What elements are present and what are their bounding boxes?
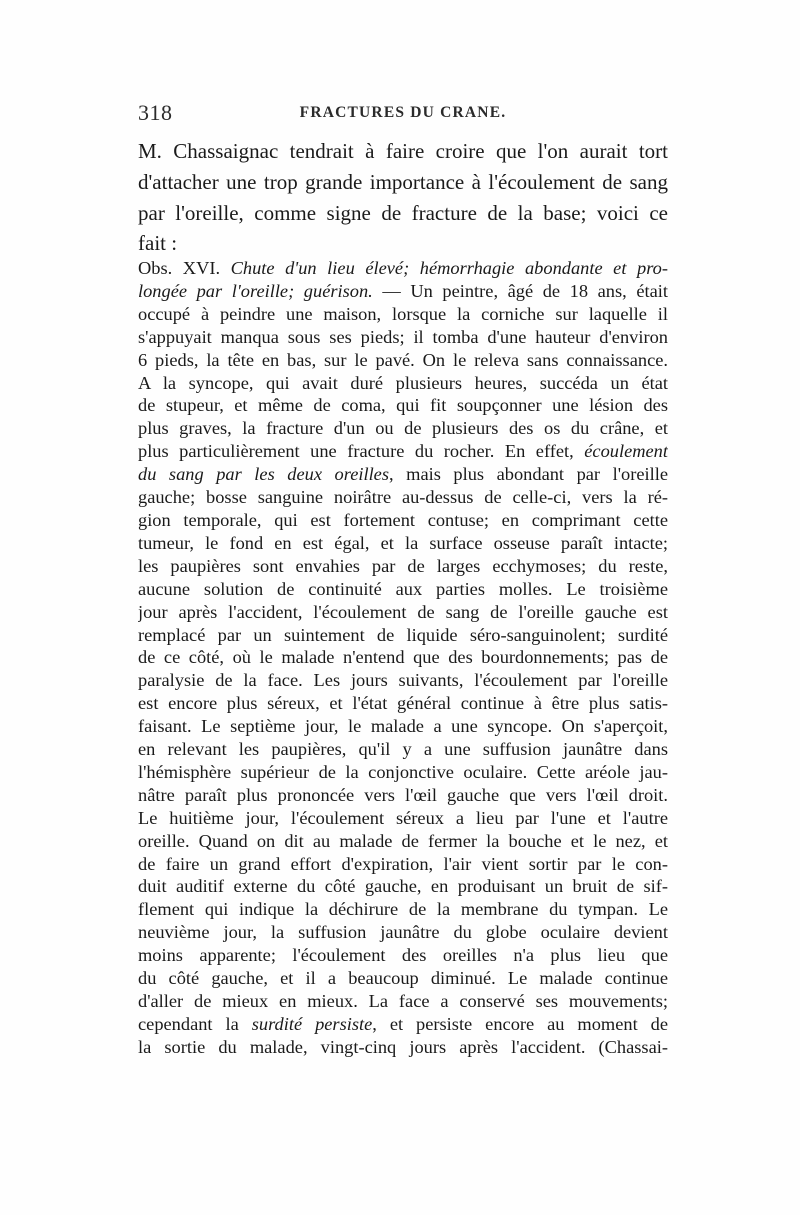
text-segment: tumeur, le fond en est égal, et la surface osseuse paraît intacte; (138, 532, 668, 553)
text-segment: remplacé par un suintement de liquide séro-sanguinolent; surdité (138, 624, 668, 645)
text-segment: flement qui indique la déchirure de la membrane du tympan. Le (138, 899, 668, 920)
text-line (138, 624, 668, 647)
italic-segment: longée par l'oreille; guérison. (138, 280, 373, 301)
text-line: M. Chassaignac tendrait à faire croire que l'on aurait tort (138, 139, 668, 163)
text-line (138, 486, 668, 509)
text-line (138, 509, 668, 532)
text-line: d'attacher une trop grande importance à l'écoulement de sang (138, 169, 668, 194)
text-segment: neuvième jour, la suffusion jaunâtre du globe oculaire devient (138, 922, 668, 943)
text-segment: du côté gauche, et il a beaucoup diminué. Le malade continue (138, 968, 668, 989)
observation-paragraph (138, 257, 668, 1059)
text-line (138, 738, 668, 761)
text-segment: Le huitième jour, l'écoulement séreux a lieu par l'une et l'autre (138, 807, 668, 828)
text-line (138, 1036, 668, 1059)
text-segment: les paupières sont envahies par de larges ecchymoses; du reste, (138, 555, 668, 576)
running-title: FRACTURES DU CRANE. (299, 104, 507, 121)
text-segment: faisant. Le septième jour, le malade a une syncope. On s'aperçoit, (138, 716, 668, 737)
text-line (138, 1013, 668, 1036)
text-segment: occupé à peindre une maison, lorsque la corniche sur laquelle il (138, 303, 668, 324)
text-line (138, 692, 668, 715)
italic-segment: Chute d'un lieu élevé; hémorrhagie abondante et pro- (230, 258, 668, 278)
text-segment: A la syncope, qui avait duré plusieurs heures, succéda un état (138, 372, 668, 393)
text-line (138, 646, 668, 669)
text-line (138, 463, 668, 486)
text-segment: en relevant les paupières, qu'il y a une suffusion jaunâtre dans (138, 739, 668, 760)
italic-segment: du sang par les deux oreilles (138, 464, 390, 485)
text-line (138, 967, 668, 990)
text-segment: moins apparente; l'écoulement des oreilles n'a plus lieu que (138, 945, 668, 966)
italic-segment: écoulement (584, 441, 668, 462)
text-line (138, 578, 668, 601)
text-line: par l'oreille, comme signe de fracture de la base; voici ce (138, 200, 668, 225)
text-segment: gauche; bosse sanguine noirâtre au-dessus de celle-ci, vers la ré- (138, 487, 668, 508)
text-segment: duit auditif externe du côté gauche, en produisant un bruit de sif- (138, 876, 668, 897)
text-segment: nâtre paraît plus prononcée vers l'œil gauche que vers l'œil droit. (138, 784, 668, 805)
text-segment: plus graves, la fracture d'un ou de plusieurs des os du crâne, et (138, 418, 668, 439)
italic-segment: surdité persiste (251, 1013, 373, 1034)
text-segment: 6 pieds, la tête en bas, sur le pavé. On le releva sans connaissance. (138, 349, 668, 370)
text-segment: jour après l'accident, l'écoulement de sang de l'oreille gauche est (138, 601, 668, 622)
text-line (138, 280, 668, 303)
text-segment: , mais plus abondant par l'oreille (389, 464, 668, 485)
text-line (138, 898, 668, 921)
text-line (138, 326, 668, 349)
text-segment: paralysie de la face. Les jours suivants, l'écoulement par l'oreille (138, 670, 668, 691)
text-segment: Obs. XVI. (138, 258, 231, 278)
text-line (138, 349, 668, 372)
text-line (138, 830, 668, 853)
text-segment: de faire un grand effort d'expiration, l'air vient sortir par le con- (138, 853, 668, 874)
text-segment: la sortie du malade, vingt-cinq jours après l'accident. (Chassai- (138, 1036, 668, 1057)
page-number: 318 (138, 100, 173, 125)
text-segment: est encore plus séreux, et l'état général continue à être plus satis- (138, 693, 668, 714)
text-segment: de ce côté, où le malade n'entend que des bourdonnements; pas de (138, 647, 668, 668)
text-line (138, 807, 668, 830)
text-line (138, 784, 668, 807)
text-segment: — Un peintre, âgé de 18 ans, était (372, 280, 668, 301)
text-line (138, 853, 668, 876)
text-line (138, 532, 668, 555)
text-line (138, 921, 668, 944)
text-line (138, 761, 668, 784)
text-segment: de stupeur, et même de coma, qui fit soupçonner une lésion des (138, 395, 668, 416)
text-line (138, 257, 668, 280)
text-segment: d'aller de mieux en mieux. La face a conservé ses mouvements; (138, 991, 668, 1011)
text-line (138, 303, 668, 326)
text-line (138, 944, 668, 967)
text-line (138, 669, 668, 692)
text-line (138, 715, 668, 738)
text-line (138, 601, 668, 624)
text-segment: oreille. Quand on dit au malade de fermer la bouche et le nez, et (138, 830, 668, 851)
text-segment: s'appuyait manqua sous ses pieds; il tomba d'une hauteur d'environ (138, 326, 668, 347)
text-segment: l'hémisphère supérieur de la conjonctive oculaire. Cette aréole jau- (138, 761, 668, 782)
text-line (138, 555, 668, 578)
text-line (138, 417, 668, 440)
text-segment: plus particulièrement une fracture du rocher. En effet, (138, 441, 585, 462)
page-header (138, 100, 668, 132)
text-segment: gion temporale, qui est fortement contuse; en comprimant cette (138, 509, 668, 530)
text-segment: , et persiste encore au moment de (372, 1013, 668, 1034)
text-line (138, 990, 668, 1013)
text-line (138, 372, 668, 395)
text-line: fait : (138, 231, 178, 256)
text-line (138, 440, 668, 463)
intro-paragraph (138, 136, 668, 259)
text-segment: aucune solution de continuité aux parties molles. Le troisième (138, 578, 668, 599)
text-segment: cependant la (138, 1013, 252, 1034)
text-line (138, 394, 668, 417)
text-line (138, 875, 668, 898)
